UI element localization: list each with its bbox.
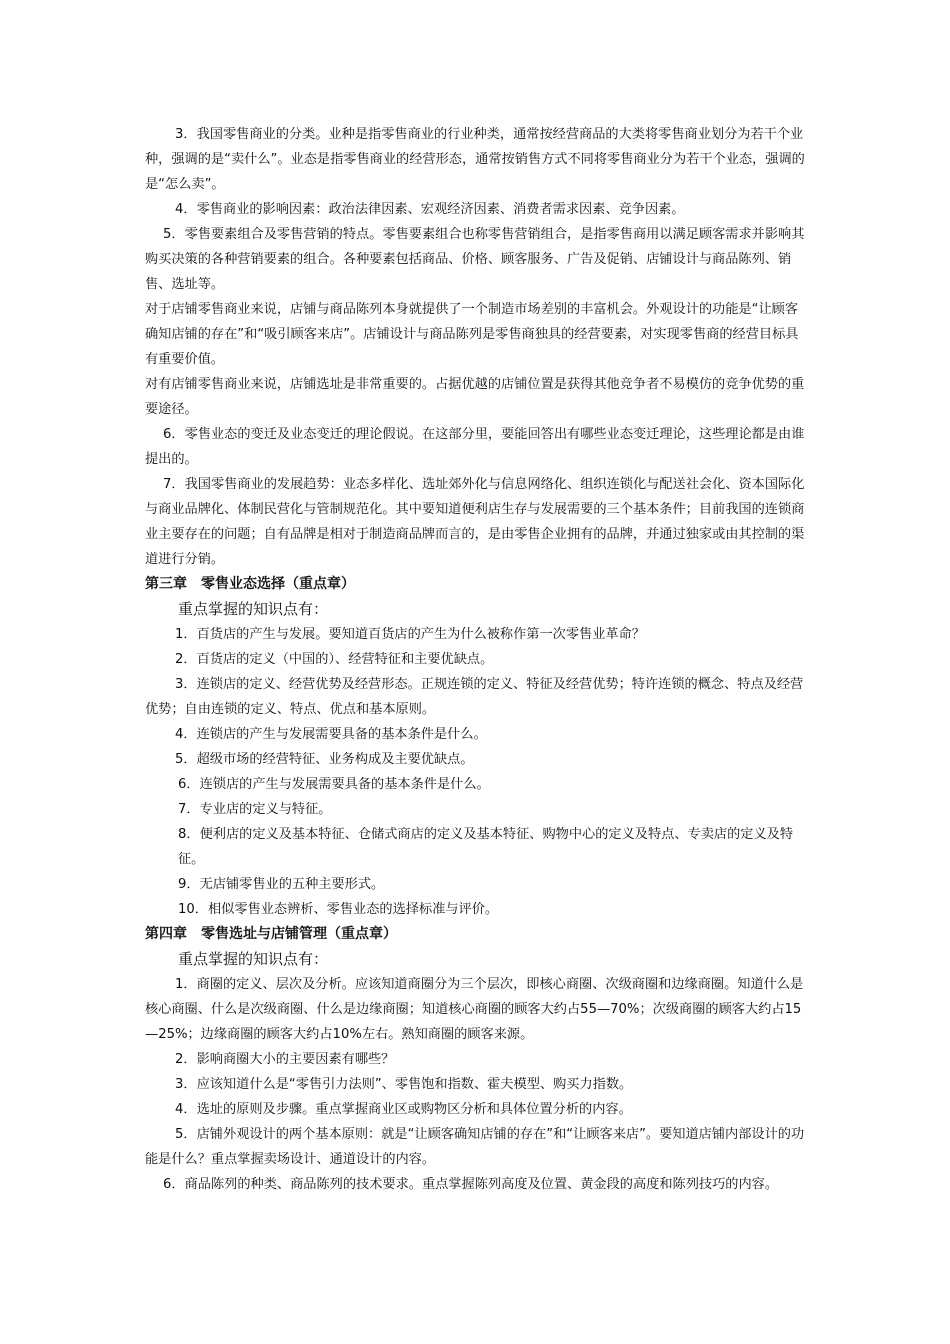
chapter-4-item: 6．商品陈列的种类、商品陈列的技术要求。重点掌握陈列高度及位置、黄金段的高度和陈列技巧的内容。 (163, 1177, 779, 1192)
paragraph-item-7: 7．我国零售商业的发展趋势：业态多样化、选址郊外化与信息网络化、组织连锁化与配送社会化、资本国际化与商业品牌化、体制民营化与管制规范化。其中要知道便利店生存与发展需要的三个基本条件；目前我国的连锁商业主要存在的问题；自有品牌是相对于制造商品牌而言的，是由零售企业拥有的品牌，并通过独家或由其控制的渠道进行分销。 (145, 477, 805, 567)
chapter-3-title: 第三章 零售业态选择（重点章） (145, 576, 355, 592)
chapter-3-item: 5．超级市场的经营特征、业务构成及主要优缺点。 (175, 752, 474, 767)
chapter-4-item: 2．影响商圈大小的主要因素有哪些？ (175, 1052, 395, 1067)
paragraph-store-design: 对于店铺零售商业来说，店铺与商品陈列本身就提供了一个制造市场差别的丰富机会。外观设计的功能是“让顾客确知店铺的存在”和“吸引顾客来店”。店铺设计与商品陈列是零售商独具的经营要素，对实现零售商的经营目标具有重要价值。 (145, 302, 799, 367)
chapter-3-item: 1．百货店的产生与发展。要知道百货店的产生为什么被称作第一次零售业革命？ (175, 627, 645, 642)
chapter-4-item: 5．店铺外观设计的两个基本原则：就是“让顾客确知店铺的存在”和“让顾客来店”。要知道店铺内部设计的功能是什么？重点掌握卖场设计、通道设计的内容。 (145, 1127, 805, 1167)
chapter-4-subtitle: 重点掌握的知识点有： (178, 950, 329, 968)
chapter-3-item: 10．相似零售业态辨析、零售业态的选择标准与评价。 (178, 902, 499, 917)
chapter-3-item: 2．百货店的定义（中国的）、经营特征和主要优缺点。 (175, 652, 494, 667)
chapter-4-item: 3．应该知道什么是“零售引力法则”、零售饱和指数、霍夫模型、购买力指数。 (175, 1077, 633, 1092)
chapter-4-item: 1．商圈的定义、层次及分析。应该知道商圈分为三个层次，即核心商圈、次级商圈和边缘商圈。知道什么是核心商圈、什么是次级商圈、什么是边缘商圈；知道核心商圈的顾客大约占55—70%；次级商圈的顾客大约占15—25%；边缘商圈的顾客大约占10%左右。熟知商圈的顾客来源。 (145, 977, 804, 1042)
chapter-3-subtitle: 重点掌握的知识点有： (178, 600, 329, 618)
chapter-4-title: 第四章 零售选址与店铺管理（重点章） (145, 926, 397, 942)
chapter-3-item: 4．连锁店的产生与发展需要具备的基本条件是什么。 (175, 727, 487, 742)
chapter-3-item: 6．连锁店的产生与发展需要具备的基本条件是什么。 (178, 777, 490, 792)
paragraph-item-6: 6．零售业态的变迁及业态变迁的理论假说。在这部分里，要能回答出有哪些业态变迁理论，这些理论都是由谁提出的。 (145, 427, 805, 467)
chapter-3-item: 7．专业店的定义与特征。 (178, 802, 332, 817)
chapter-3-item: 3．连锁店的定义、经营优势及经营形态。正规连锁的定义、特征及经营优势；特许连锁的概念、特点及经营优势；自由连锁的定义、特点、优点和基本原则。 (145, 677, 804, 717)
paragraph-item-4: 4．零售商业的影响因素：政治法律因素、宏观经济因素、消费者需求因素、竞争因素。 (175, 202, 685, 217)
paragraph-item-3: 3．我国零售商业的分类。业种是指零售商业的行业种类，通常按经营商品的大类将零售商业划分为若干个业种，强调的是“卖什么”。业态是指零售商业的经营形态，通常按销售方式不同将零售商业分为若干个业态，强调的是“怎么卖”。 (145, 127, 805, 192)
document-body (145, 122, 810, 1197)
chapter-3-item: 9．无店铺零售业的五种主要形式。 (178, 877, 385, 892)
paragraph-item-5: 5．零售要素组合及零售营销的特点。零售要素组合也称零售营销组合，是指零售商用以满足顾客需求并影响其购买决策的各种营销要素的组合。各种要素包括商品、价格、顾客服务、广告及促销、店铺设计与商品陈列、销售、选址等。 (145, 227, 805, 292)
chapter-4-item: 4．选址的原则及步骤。重点掌握商业区或购物区分析和具体位置分析的内容。 (175, 1102, 632, 1117)
paragraph-store-location: 对有店铺零售商业来说，店铺选址是非常重要的。占据优越的店铺位置是获得其他竞争者不易模仿的竞争优势的重要途径。 (145, 377, 805, 417)
chapter-3-item: 8．便利店的定义及基本特征、仓储式商店的定义及基本特征、购物中心的定义及特点、专卖店的定义及特征。 (178, 827, 794, 867)
